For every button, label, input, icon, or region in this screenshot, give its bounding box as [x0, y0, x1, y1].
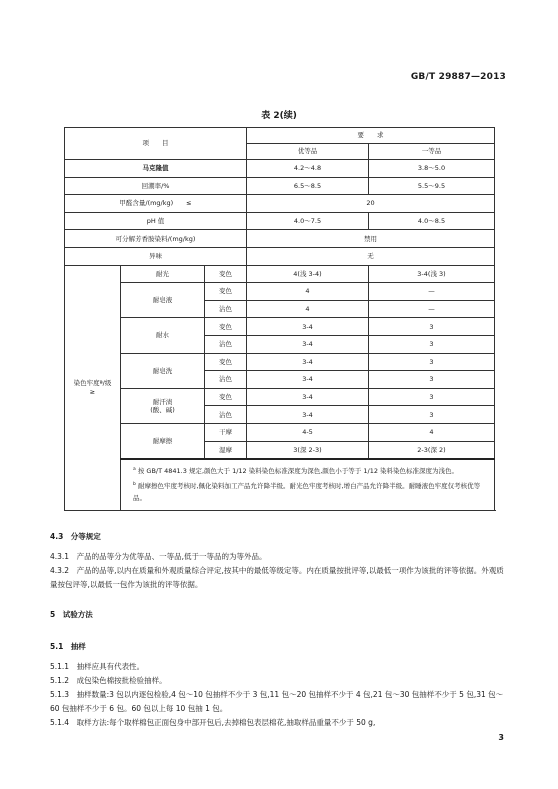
cell-top: 3-4 [247, 353, 369, 371]
section-paragraph: 5.1.1 抽样应具有代表性。 [50, 662, 145, 671]
table-row [65, 195, 495, 213]
cell-first: 3 [369, 406, 495, 424]
cell-change: 变色 [205, 318, 247, 336]
fastness-water-label: 耐水 [121, 318, 205, 353]
footnote-b: $^b$ 耐摩擦色牢度考核时,佩化染料加工产品允许降半级。耐光色牢度考核时,增白产品允许降半级。耐睡液色牢度仅考核优等品。 [133, 482, 481, 502]
cell-top: 6.5～8.5 [247, 177, 369, 195]
table-row [65, 388, 495, 406]
cell-top: 4 [247, 283, 369, 301]
cell-top: 4.0～7.5 [247, 212, 369, 230]
fastness-ironing-label: 耐皂洗 [121, 353, 205, 388]
cell-change: 变色 [205, 353, 247, 371]
cell-top: 4 [247, 300, 369, 318]
cell-first: 3 [369, 371, 495, 389]
cell-first: 3 [369, 318, 495, 336]
cell-top: 3-4 [247, 406, 369, 424]
table-row [65, 318, 495, 336]
row-label: 回潮率/% [65, 177, 247, 195]
table-row [65, 265, 495, 283]
cell-first: 3 [369, 388, 495, 406]
fastness-light-label: 耐光 [121, 265, 205, 283]
cell-first: 2-3(深 2) [369, 441, 495, 459]
footnotes [121, 459, 495, 510]
row-label: 甲醛含量/(mg/kg) ≤ [65, 195, 247, 213]
table-row [65, 177, 495, 195]
requirements-table [64, 127, 495, 511]
cell-stain: 沾色 [205, 406, 247, 424]
section-heading: 4.3 分等规定 [50, 532, 101, 541]
cell-top: 4-5 [247, 423, 369, 441]
page-number: 3 [498, 733, 504, 742]
row-label: 马克隆值 [65, 160, 247, 178]
cell-change: 变色 [205, 283, 247, 301]
cell-first: 4 [369, 423, 495, 441]
cell-first: 3-4(浅 3) [369, 265, 495, 283]
cell-stain: 沾色 [205, 371, 247, 389]
footnote-a: $^a$ 按 GB/T 4841.3 规定,颜色大于 1/12 染料染色标准深度为深色,颜色小于等于 1/12 染料染色标准深度为浅色。 [133, 467, 459, 476]
section-paragraph: 5.1.2 成包染色棉按批检验抽样。 [50, 676, 167, 685]
cell-first: 4.0～8.5 [369, 212, 495, 230]
cell-top: 3-4 [247, 371, 369, 389]
cell-change: 变色 [205, 265, 247, 283]
cell-first: 5.5～9.5 [369, 177, 495, 195]
table-row [65, 423, 495, 441]
section-paragraph: 5.1.4 取样方法:每个取样棉包正面包身中部开包后,去掉棉包表层棉花,抽取样品重量不少于 50 g, [50, 718, 376, 727]
cell-top: 3-4 [247, 318, 369, 336]
row-label: pH 值 [65, 212, 247, 230]
cell-stain: 沾色 [205, 335, 247, 353]
cell-first: — [369, 283, 495, 301]
table-row [65, 247, 495, 265]
section-paragraph: 5.1.3 抽样数量:3 包以内逐包检验,4 包～10 包抽样不少于 3 包,11 包～20 包抽样不少于 4 包,21 包～30 包抽样不少于 5 包,31 包～60 包抽样不少于 6 包。60 包以上每 10 包抽 1 包。 [50, 690, 504, 713]
table-row [65, 230, 495, 248]
section-heading: 5.1 抽样 [50, 642, 86, 651]
table-row [65, 283, 495, 301]
table-row [65, 212, 495, 230]
fastness-sweat-label: 耐汗渍 (酸、碱) [121, 388, 205, 423]
cell-value: 无 [247, 247, 495, 265]
cell-wet: 湿摩 [205, 441, 247, 459]
cell-change: 变色 [205, 388, 247, 406]
cell-top: 3-4 [247, 388, 369, 406]
header-requirement: 要 求 [247, 128, 495, 144]
row-label: 可分解芳香胺染料/(mg/kg) [65, 230, 247, 248]
cell-value: 禁用 [247, 230, 495, 248]
row-label: 异味 [65, 247, 247, 265]
fastness-rubbing-label: 耐摩擦 [121, 423, 205, 459]
cell-top: 3(深 2-3) [247, 441, 369, 459]
cell-top: 4.2～4.8 [247, 160, 369, 178]
table-row [65, 353, 495, 371]
cell-top: 3-4 [247, 335, 369, 353]
fastness-label: 染色牢度ª/级 ≥ [65, 265, 121, 510]
section-paragraph: 4.3.1 产品的品等分为优等品、一等品,低于一等品的为等外品。 [50, 552, 267, 561]
section-heading: 5 试验方法 [50, 610, 93, 619]
cell-first: — [369, 300, 495, 318]
table-title: 表 2(续) [261, 111, 297, 121]
cell-value: 20 [247, 195, 495, 213]
cell-first: 3 [369, 353, 495, 371]
header-grade-first: 一等品 [369, 144, 495, 160]
cell-stain: 沾色 [205, 300, 247, 318]
cell-top: 4(浅 3-4) [247, 265, 369, 283]
cell-first: 3 [369, 335, 495, 353]
cell-dry: 干摩 [205, 423, 247, 441]
section-paragraph: 4.3.2 产品的品等,以内在质量和外观质量综合评定,按其中的最低等级定等。内在质量按批评等,以最低一项作为该批的评等依据。外观质量按包评等,以最低一包作为该批的评等依据。 [50, 566, 504, 589]
footnote-row [65, 459, 495, 510]
cell-first: 3.8～5.0 [369, 160, 495, 178]
standard-code: GB/T 29887—2013 [410, 72, 506, 82]
header-item: 项 目 [65, 128, 247, 160]
table-row [65, 160, 495, 178]
header-grade-top: 优等品 [247, 144, 369, 160]
fastness-washing-label: 耐皂液 [121, 283, 205, 318]
